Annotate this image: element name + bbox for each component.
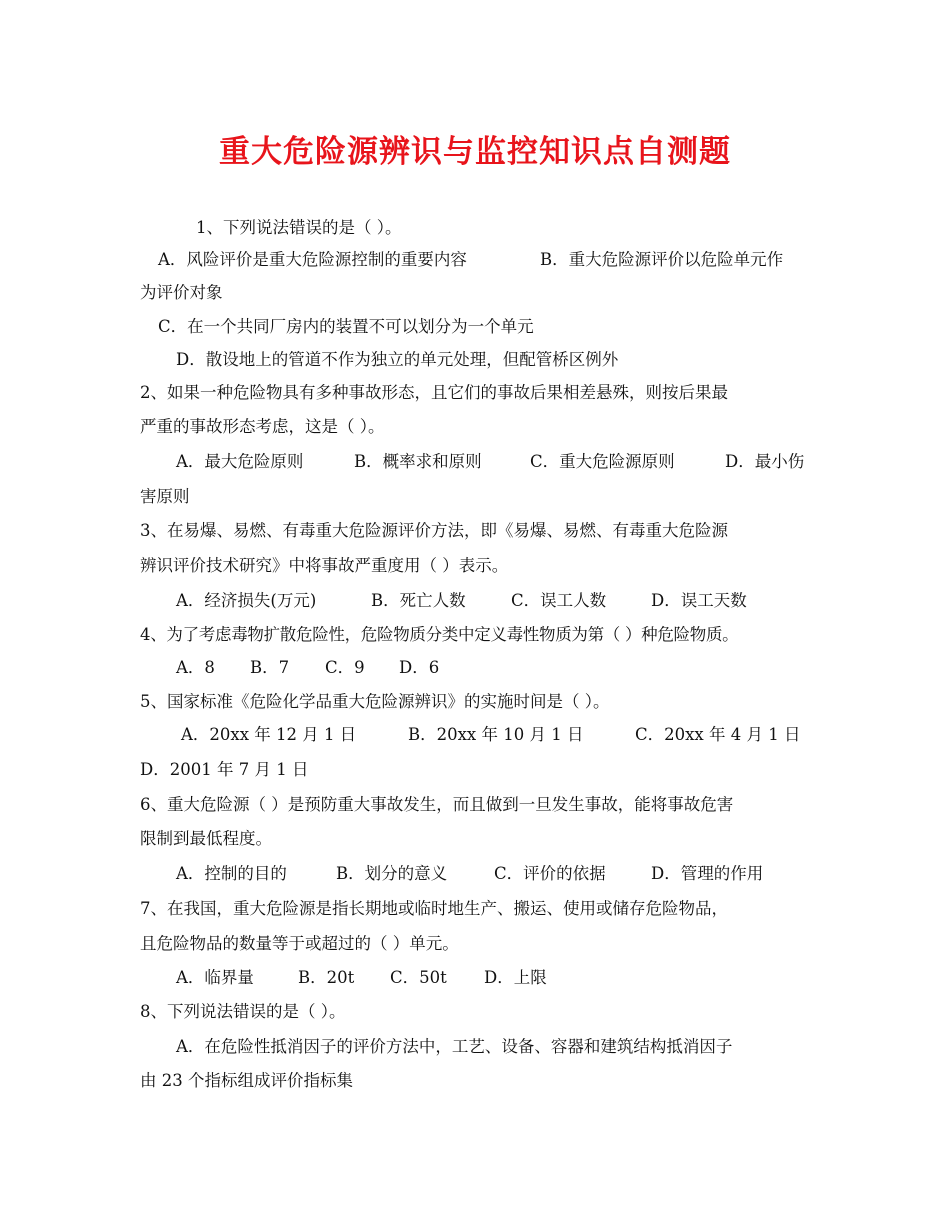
question-7-continued: 且危险物品的数量等于或超过的（ ）单元。 (140, 934, 459, 953)
question-5-option-b: B．20xx 年 10 月 1 日 (408, 725, 584, 744)
question-4-option-d: D．6 (399, 658, 440, 677)
question-3-option-d: D．误工天数 (651, 591, 747, 610)
question-7: 7、在我国，重大危险源是指长期地或临时地生产、搬运、使用或储存危险物品， (140, 899, 728, 918)
question-1-option-b-continued: 为评价对象 (140, 283, 223, 302)
question-4-option-b: B．7 (250, 658, 290, 677)
question-1-option-b: B．重大危险源评价以危险单元作 (540, 250, 784, 269)
question-6-option-a: A．控制的目的 (176, 864, 287, 883)
question-1-option-c: C．在一个共同厂房内的装置不可以划分为一个单元 (158, 317, 534, 336)
question-4: 4、为了考虑毒物扩散危险性，危险物质分类中定义毒性物质为第（ ）种危险物质。 (140, 625, 739, 644)
question-2-option-d: D．最小伤 (725, 452, 805, 471)
question-2: 2、如果一种危险物具有多种事故形态，且它们的事故后果相差悬殊，则按后果最 (140, 383, 728, 402)
question-6: 6、重大危险源（ ）是预防重大事故发生，而且做到一旦发生事故，能将事故危害 (140, 795, 734, 814)
question-3-option-a: A．经济损失(万元) (176, 591, 317, 610)
question-7-option-d: D．上限 (484, 968, 547, 987)
question-1: 1、下列说法错误的是（ ）。 (196, 218, 402, 237)
question-1-option-d: D．散设地上的管道不作为独立的单元处理，但配管桥区例外 (176, 350, 619, 369)
question-8-option-a: A．在危险性抵消因子的评价方法中，工艺、设备、容器和建筑结构抵消因子 (176, 1037, 733, 1056)
question-8: 8、下列说法错误的是（ ）。 (140, 1002, 346, 1021)
question-4-option-c: C．9 (325, 658, 365, 677)
question-6-option-b: B．划分的意义 (336, 864, 448, 883)
page-title: 重大危险源辨识与监控知识点自测题 (219, 134, 731, 170)
question-3-option-c: C．误工人数 (511, 591, 607, 610)
question-3-continued: 辨识评价技术研究》中将事故严重度用（ ）表示。 (140, 556, 509, 575)
question-1-option-a: A．风险评价是重大危险源控制的重要内容 (158, 250, 467, 269)
question-2-option-a: A．最大危险原则 (176, 452, 304, 471)
question-6-option-c: C．评价的依据 (494, 864, 606, 883)
question-6-option-d: D．管理的作用 (651, 864, 764, 883)
question-7-option-c: C．50t (390, 968, 447, 987)
question-2-option-d-continued: 害原则 (140, 487, 190, 506)
question-2-option-c: C．重大危险源原则 (530, 452, 675, 471)
question-5: 5、国家标准《危险化学品重大危险源辨识》的实施时间是（ ）。 (140, 692, 610, 711)
question-7-option-b: B．20t (298, 968, 355, 987)
question-7-option-a: A．临界量 (176, 968, 254, 987)
question-5-option-d: D．2001 年 7 月 1 日 (140, 760, 309, 779)
question-4-option-a: A．8 (176, 658, 215, 677)
question-3: 3、在易爆、易燃、有毒重大危险源评价方法，即《易爆、易燃、有毒重大危险源 (140, 521, 728, 540)
question-6-continued: 限制到最低程度。 (140, 829, 272, 848)
question-8-option-a-continued: 由 23 个指标组成评价指标集 (140, 1071, 353, 1090)
question-2-continued: 严重的事故形态考虑，这是（ ）。 (140, 417, 385, 436)
question-5-option-a: A．20xx 年 12 月 1 日 (181, 725, 357, 744)
question-2-option-b: B．概率求和原则 (354, 452, 482, 471)
question-5-option-c: C．20xx 年 4 月 1 日 (635, 725, 801, 744)
question-3-option-b: B．死亡人数 (371, 591, 466, 610)
